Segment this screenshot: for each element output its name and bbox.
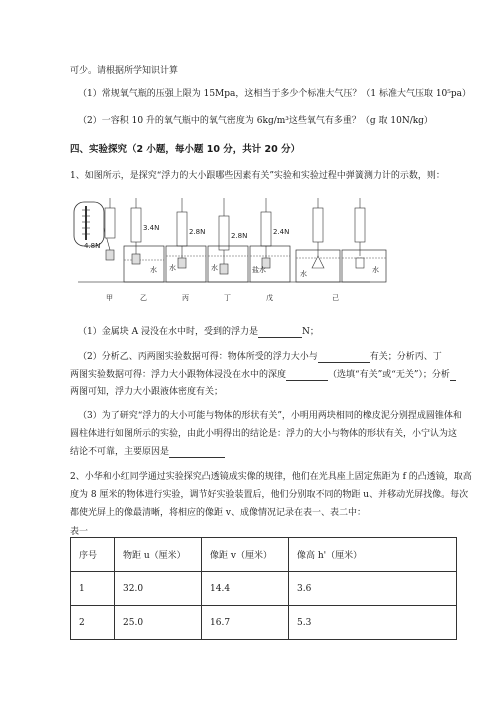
problem-2-line2: 度为 8 厘米的物体进行实验，调节好实验装置后，他们分别取不同的物距 u、并移动光屏找像。每次 (70, 490, 469, 500)
p1-q1-text: （1）金属块 A 浸没在水中时，受到的浮力是 (78, 327, 258, 337)
table-cell: 3.6 (289, 572, 457, 606)
reading-jia: 4.8N (84, 242, 101, 250)
p1-question-3-line3 (70, 446, 225, 458)
answer-blank[interactable] (258, 327, 302, 338)
answer-blank[interactable] (450, 370, 456, 381)
table-cell: 2 (71, 606, 115, 640)
problem-2-line1: 2、小华和小红同学通过实验探究凸透镜成实像的规律，他们在光具座上固定焦距为 f 的凸透镜，取高 (70, 472, 472, 482)
p1-q2-text-a: （2）分析乙、丙两图实验数据可得：物体所受的浮力大小与 (78, 352, 318, 362)
table-header-cell: 像距 v（厘米） (202, 538, 289, 572)
panel-ding (208, 198, 248, 302)
p1-q2-text-d: （选填“有关”或“无关”）；分析 (328, 370, 450, 380)
table-header-row (71, 538, 457, 572)
question-2: （2）一容积 10 升的氧气瓶中的氧气密度为 6kg/m³这些氧气有多重？（g 取 10N/kg） (78, 116, 433, 126)
table-cell: 25.0 (115, 606, 202, 640)
table-cell: 16.7 (202, 606, 289, 640)
p1-question-3-line2: 圆柱体进行如图所示的实验，由此小明得出的结论是：浮力的大小与物体的形状有关，小宁认为这 (70, 429, 458, 439)
table-row (71, 572, 457, 606)
panel-label-wu: 戊 (266, 294, 273, 302)
liquid-yi: 水 (150, 266, 157, 274)
panel-label-ji: 己 (332, 294, 339, 302)
table-cell: 5.3 (289, 606, 457, 640)
panel-label-yi: 乙 (140, 294, 147, 302)
intro-tail: 可少。请根据所学知识计算 (70, 66, 179, 76)
section-4-title: 四、实验探究（2 小题，每小题 10 分，共计 20 分） (70, 144, 301, 155)
liquid-ji-right: 水 (372, 266, 379, 274)
panel-yi (124, 198, 164, 302)
table-header-cell: 物距 u（厘米） (115, 538, 202, 572)
reading-yi: 3.4N (143, 224, 160, 232)
experiment-figure (70, 198, 390, 306)
p1-question-2-line2 (70, 369, 456, 381)
liquid-ji-left: 水 (300, 270, 307, 278)
data-table (70, 537, 457, 640)
panel-label-jia: 甲 (106, 294, 113, 302)
reading-wu: 2.4N (273, 228, 290, 236)
table-row (71, 606, 457, 640)
p1-q1-unit: N； (301, 327, 319, 337)
table-cell: 14.4 (202, 572, 289, 606)
table-caption: 表一 (70, 527, 89, 537)
reading-ding: 2.8N (231, 232, 248, 240)
table-cell: 1 (71, 572, 115, 606)
reading-bing: 2.8N (189, 228, 206, 236)
answer-blank[interactable] (286, 370, 328, 381)
problem-1-intro: 1、如图所示，是探究“浮力的大小跟哪些因素有关”实验和实验过程中弹簧测力计的示数，则： (70, 171, 445, 181)
panel-label-bing: 丙 (182, 294, 189, 302)
p1-question-2-line3: 两图可知，浮力大小跟液体密度有关； (70, 387, 224, 397)
p1-q3-text: 结论不可靠，主要原因是 (70, 447, 170, 457)
question-1: （1）常规氧气瓶的压强上限为 15Mpa，这相当于多少个标准大气压？（1 标准大气压取 10⁵pa） (78, 89, 472, 99)
p1-question-3-line1: （3）为了研究“浮力的大小可能与物体的形状有关”，小明用两块相同的橡皮泥分别捏成圆锥体和 (78, 411, 462, 421)
liquid-wu: 盐水 (252, 266, 266, 274)
table-header-cell: 序号 (71, 538, 115, 572)
panel-jia (74, 198, 115, 302)
panel-wu (250, 198, 290, 302)
table-cell: 32.0 (115, 572, 202, 606)
liquid-bing: 水 (169, 264, 176, 272)
p1-question-2-line1 (78, 351, 442, 363)
panel-ji (296, 198, 386, 302)
p1-q2-text-b: 有关；分析丙、丁 (369, 352, 442, 362)
answer-blank[interactable] (318, 352, 370, 363)
p1-question-1 (78, 326, 319, 338)
problem-2-line3: 都使光屏上的像最清晰，将相应的像距 v、成像情况记录在表一、表二中： (70, 508, 366, 518)
answer-blank[interactable] (169, 447, 225, 458)
panel-bing (166, 198, 206, 302)
liquid-ding: 水 (211, 264, 218, 272)
panel-label-ding: 丁 (224, 294, 231, 302)
p1-q2-text-c: 两图实验数据可得：浮力大小跟物体浸没在水中的深度 (70, 370, 287, 380)
table-header-cell: 像高 h'（厘米） (289, 538, 457, 572)
